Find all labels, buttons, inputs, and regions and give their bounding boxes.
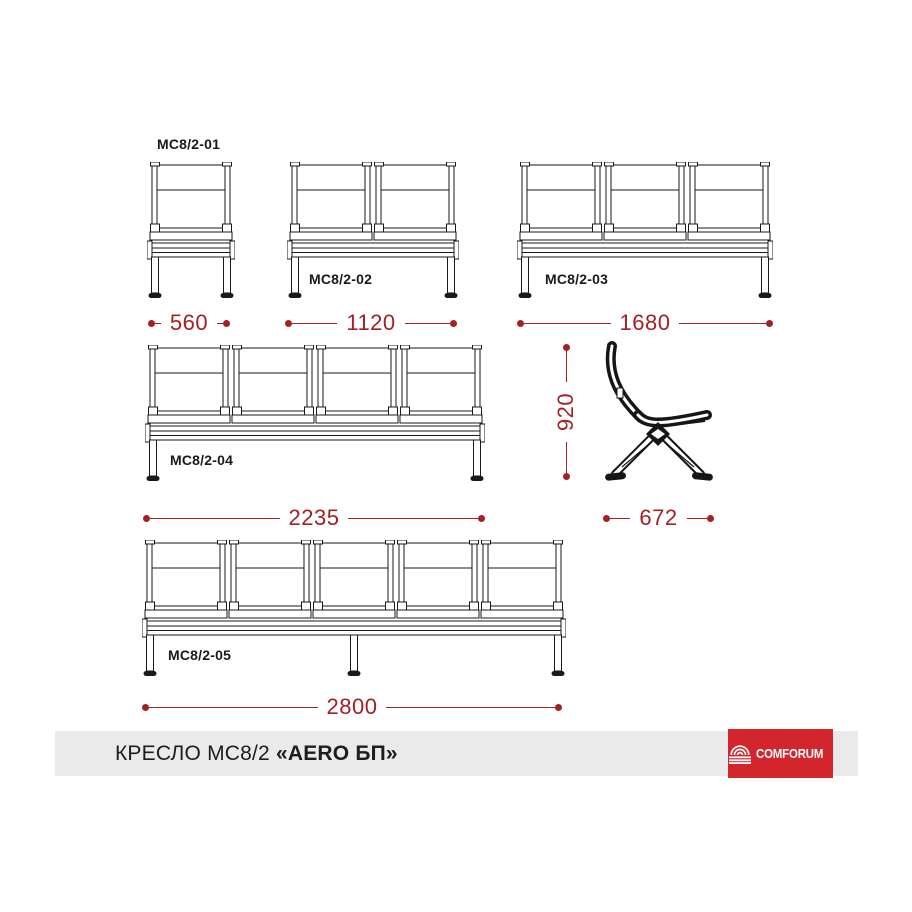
dimension-width-3-seats	[517, 312, 773, 334]
dimension-width-4-seats	[143, 507, 485, 529]
comforum-logo	[728, 729, 833, 778]
dim-endpoint-dot	[555, 704, 562, 711]
dim-line	[679, 323, 766, 324]
dimension-value: 1120	[346, 310, 396, 335]
dim-endpoint-dot	[223, 320, 230, 327]
dimension-height-side-view	[555, 344, 577, 480]
bench-label-1: МС8/2-01	[157, 136, 221, 152]
dim-line	[405, 323, 450, 324]
dim-endpoint-dot	[478, 515, 485, 522]
product-title-series: «AERO БП»	[275, 741, 398, 765]
dimension-width-1-seat	[148, 312, 230, 334]
dim-line	[348, 518, 478, 519]
dim-endpoint-dot	[517, 320, 524, 327]
dim-line	[566, 442, 567, 473]
product-title-model: КРЕСЛО МС8/2	[115, 741, 276, 765]
dim-endpoint-dot	[450, 320, 457, 327]
dim-endpoint-dot	[603, 515, 610, 522]
dimension-value: 1680	[619, 310, 671, 335]
dim-endpoint-dot	[142, 704, 149, 711]
dimension-value: 920	[553, 392, 578, 432]
dim-endpoint-dot	[148, 320, 155, 327]
dimension-depth-side-view	[603, 507, 714, 529]
dim-endpoint-dot	[766, 320, 773, 327]
dim-endpoint-dot	[285, 320, 292, 327]
dimension-value: 560	[169, 310, 209, 335]
dim-line	[524, 323, 611, 324]
dim-line	[149, 707, 318, 708]
bench-label-2: МС8/2-02	[309, 271, 373, 287]
dim-line	[386, 707, 555, 708]
comforum-arch-icon	[728, 744, 752, 764]
dim-endpoint-dot	[707, 515, 714, 522]
chair-side-view	[595, 338, 725, 486]
dim-endpoint-dot	[563, 473, 570, 480]
dim-endpoint-dot	[563, 344, 570, 351]
dimension-width-2-seats	[285, 312, 457, 334]
bench-drawing	[147, 162, 235, 298]
dimension-width-5-seats	[142, 696, 562, 718]
product-title	[115, 742, 398, 766]
side-view-chair-drawing	[595, 338, 725, 486]
dim-endpoint-dot	[143, 515, 150, 522]
comforum-logo-text: COMFORUM	[756, 746, 824, 761]
dim-line	[610, 518, 630, 519]
bench-front-view-1-seat	[147, 162, 235, 298]
dim-line	[566, 351, 567, 382]
dimension-value: 672	[639, 505, 678, 530]
bench-label-4: МС8/2-04	[170, 452, 234, 468]
dim-line	[292, 323, 337, 324]
dimension-value: 2800	[326, 694, 378, 719]
dim-line	[150, 518, 280, 519]
bench-label-5: МС8/2-05	[168, 647, 232, 663]
bench-label-3: МС8/2-03	[545, 271, 609, 287]
dimension-value: 2235	[288, 505, 340, 530]
dim-line	[687, 518, 707, 519]
